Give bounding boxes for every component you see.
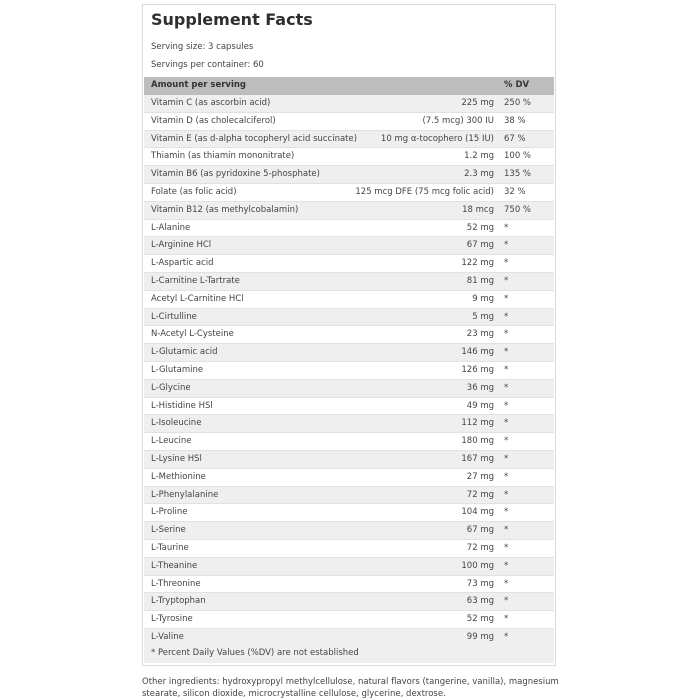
nutrient-amount: 9 mg <box>472 293 494 304</box>
table-row <box>144 220 554 238</box>
table-body <box>144 95 554 647</box>
nutrient-dv: * <box>504 329 509 340</box>
table-row <box>144 95 554 113</box>
nutrient-name: Vitamin D (as cholecalciferol) <box>151 115 276 126</box>
table-row <box>144 148 554 166</box>
nutrient-dv: * <box>504 507 509 518</box>
table-row <box>144 309 554 327</box>
nutrient-table <box>144 77 554 647</box>
serving-size: Serving size: 3 capsules <box>151 42 254 52</box>
nutrient-dv: * <box>504 471 509 482</box>
nutrient-amount: 146 mg <box>461 347 494 358</box>
nutrient-amount: 104 mg <box>461 507 494 518</box>
nutrient-amount: 67 mg <box>466 240 494 251</box>
amount-header: Amount per serving <box>151 80 247 90</box>
nutrient-dv: * <box>504 275 509 286</box>
nutrient-dv: 32 % <box>504 186 526 197</box>
nutrient-dv: * <box>504 560 509 571</box>
nutrient-amount: 67 mg <box>466 525 494 536</box>
table-row <box>144 202 554 220</box>
nutrient-name: L-Threonine <box>151 578 201 589</box>
nutrient-dv: * <box>504 578 509 589</box>
nutrient-amount: 100 mg <box>461 560 494 571</box>
nutrient-amount: 180 mg <box>461 436 494 447</box>
footnote-row <box>144 645 554 663</box>
table-row <box>144 433 554 451</box>
nutrient-name: L-Histidine HSl <box>151 400 213 411</box>
nutrient-amount: 23 mg <box>466 329 494 340</box>
nutrient-dv: * <box>504 436 509 447</box>
nutrient-dv: * <box>504 364 509 375</box>
nutrient-amount: 125 mcg DFE (75 mcg folic acid) <box>355 186 494 197</box>
table-row <box>144 291 554 309</box>
nutrient-amount: 1.2 mg <box>464 151 494 162</box>
table-row <box>144 540 554 558</box>
nutrient-amount: 10 mg α-tocophero (15 IU) <box>380 133 494 144</box>
nutrient-amount: 99 mg <box>466 631 494 642</box>
nutrient-dv: 750 % <box>504 204 532 215</box>
nutrient-name: L-Valine <box>151 631 184 642</box>
nutrient-dv: * <box>504 400 509 411</box>
nutrient-dv: * <box>504 347 509 358</box>
table-row <box>144 362 554 380</box>
nutrient-dv: 135 % <box>504 169 532 180</box>
nutrient-amount: 122 mg <box>461 258 494 269</box>
footnote: * Percent Daily Values (%DV) are not established <box>151 648 359 658</box>
table-row <box>144 611 554 629</box>
nutrient-amount: 72 mg <box>466 542 494 553</box>
table-row <box>144 469 554 487</box>
table-row <box>144 576 554 594</box>
table-row <box>144 184 554 202</box>
nutrient-name: L-Cirtulline <box>151 311 197 322</box>
table-header <box>144 77 554 95</box>
nutrient-amount: 63 mg <box>466 596 494 607</box>
nutrient-name: L-Serine <box>151 525 186 536</box>
table-row <box>144 504 554 522</box>
table-row <box>144 380 554 398</box>
table-row <box>144 451 554 469</box>
nutrient-dv: * <box>504 614 509 625</box>
panel-title: Supplement Facts <box>151 10 313 29</box>
table-row <box>144 558 554 576</box>
nutrient-dv: * <box>504 418 509 429</box>
table-row <box>144 273 554 291</box>
nutrient-amount: 72 mg <box>466 489 494 500</box>
nutrient-dv: * <box>504 240 509 251</box>
nutrient-amount: 167 mg <box>461 453 494 464</box>
nutrient-dv: * <box>504 542 509 553</box>
nutrient-name: L-Carnitine L-Tartrate <box>151 275 240 286</box>
table-row <box>144 166 554 184</box>
table-row <box>144 487 554 505</box>
nutrient-amount: 126 mg <box>461 364 494 375</box>
nutrient-amount: 18 mcg <box>462 204 494 215</box>
nutrient-name: Vitamin B12 (as methylcobalamin) <box>151 204 299 215</box>
nutrient-amount: 36 mg <box>466 382 494 393</box>
table-row <box>144 237 554 255</box>
nutrient-name: N-Acetyl L-Cysteine <box>151 329 234 340</box>
nutrient-dv: * <box>504 222 509 233</box>
nutrient-name: L-Tryptophan <box>151 596 206 607</box>
table-row <box>144 415 554 433</box>
nutrient-name: L-Glycine <box>151 382 191 393</box>
table-row <box>144 398 554 416</box>
supplement-facts-panel <box>142 4 556 666</box>
nutrient-dv: 100 % <box>504 151 532 162</box>
nutrient-name: L-Glutamine <box>151 364 204 375</box>
nutrient-amount: 2.3 mg <box>464 169 494 180</box>
servings-per-container: Servings per container: 60 <box>151 60 264 70</box>
nutrient-name: L-Leucine <box>151 436 192 447</box>
nutrient-name: L-Arginine HCl <box>151 240 212 251</box>
nutrient-name: L-Glutamic acid <box>151 347 218 358</box>
nutrient-amount: 27 mg <box>466 471 494 482</box>
table-row <box>144 593 554 611</box>
nutrient-amount: 49 mg <box>466 400 494 411</box>
table-row <box>144 522 554 540</box>
table-row <box>144 344 554 362</box>
nutrient-name: L-Tyrosine <box>151 614 193 625</box>
nutrient-name: L-Methionine <box>151 471 206 482</box>
nutrient-dv: * <box>504 525 509 536</box>
table-row <box>144 326 554 344</box>
nutrient-name: Acetyl L-Carnitine HCl <box>151 293 244 304</box>
table-row <box>144 113 554 131</box>
dv-header: % DV <box>504 80 530 90</box>
nutrient-name: L-Alanine <box>151 222 191 233</box>
nutrient-dv: * <box>504 596 509 607</box>
nutrient-dv: * <box>504 382 509 393</box>
nutrient-amount: 52 mg <box>466 614 494 625</box>
nutrient-name: Vitamin E (as d-alpha tocopheryl acid succinate) <box>151 133 358 144</box>
table-row <box>144 131 554 149</box>
nutrient-dv: 250 % <box>504 98 532 108</box>
nutrient-dv: 38 % <box>504 115 526 126</box>
nutrient-name: Vitamin C (as ascorbin acid) <box>151 98 271 108</box>
nutrient-name: Vitamin B6 (as pyridoxine 5-phosphate) <box>151 169 320 180</box>
nutrient-name: L-Proline <box>151 507 188 518</box>
nutrient-amount: 73 mg <box>466 578 494 589</box>
nutrient-dv: * <box>504 311 509 322</box>
nutrient-amount: 5 mg <box>472 311 494 322</box>
nutrient-amount: 81 mg <box>466 275 494 286</box>
nutrient-amount: (7.5 mcg) 300 IU <box>422 115 494 126</box>
other-ingredients: Other ingredients: hydroxypropyl methylcellulose, natural flavors (tangerine, vanilla), magnesium stearate, silicon dioxide, microcrystalline cellulose, glycerine, dextrose. <box>142 677 559 699</box>
nutrient-name: L-Lysine HSl <box>151 453 202 464</box>
nutrient-name: Folate (as folic acid) <box>151 186 237 197</box>
nutrient-dv: * <box>504 293 509 304</box>
nutrient-name: L-Phenylalanine <box>151 489 219 500</box>
nutrient-dv: * <box>504 258 509 269</box>
nutrient-name: L-Isoleucine <box>151 418 202 429</box>
nutrient-name: L-Theanine <box>151 560 198 571</box>
nutrient-name: L-Taurine <box>151 542 189 553</box>
nutrient-amount: 112 mg <box>461 418 494 429</box>
nutrient-name: Thiamin (as thiamin mononitrate) <box>151 151 295 162</box>
nutrient-dv: * <box>504 453 509 464</box>
nutrient-amount: 52 mg <box>466 222 494 233</box>
nutrient-dv: 67 % <box>504 133 526 144</box>
nutrient-dv: * <box>504 489 509 500</box>
nutrient-name: L-Aspartic acid <box>151 258 214 269</box>
nutrient-amount: 225 mg <box>461 98 494 108</box>
table-row <box>144 255 554 273</box>
nutrient-dv: * <box>504 631 509 642</box>
